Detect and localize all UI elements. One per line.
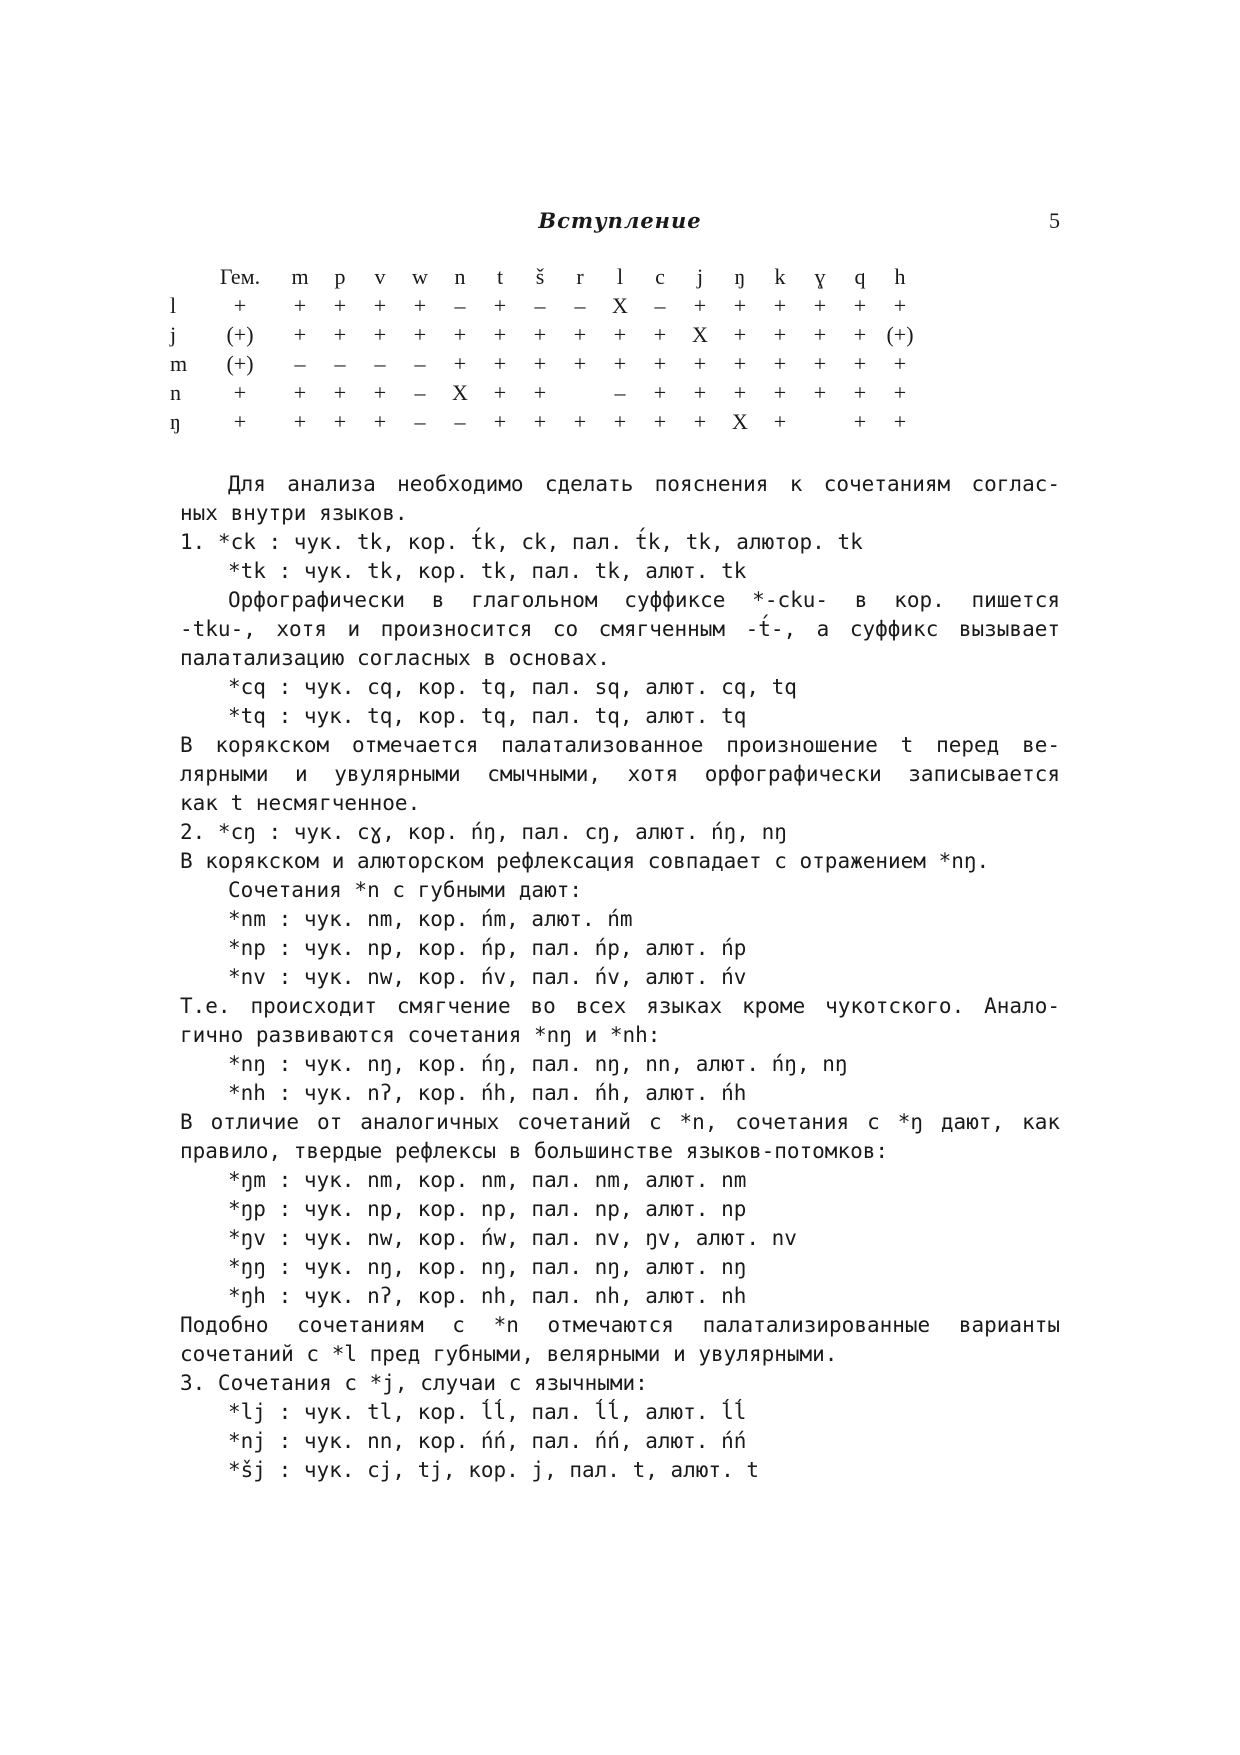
column-header: j: [696, 263, 704, 289]
table-cell: –: [614, 379, 626, 405]
table-cell: +: [373, 321, 387, 347]
table-corner-cell: [170, 262, 200, 291]
table-cell: (+): [226, 321, 254, 347]
table-row: [170, 407, 920, 436]
text-line: В корякском отмечается палатализованное произношение t перед ве-: [180, 733, 1060, 757]
table-cell: +: [773, 379, 787, 405]
column-header: š: [535, 263, 545, 289]
table-cell: +: [233, 292, 247, 318]
table-cell: +: [893, 350, 907, 376]
table-cell: +: [773, 350, 787, 376]
text-line: *nh : чук. nʔ, кор. ńh, пал. ńh, алют. ńh: [228, 1081, 747, 1105]
column-header: v: [374, 263, 386, 289]
table-cell: +: [733, 321, 747, 347]
table-cell: (+): [886, 321, 914, 347]
table-cell: +: [813, 350, 827, 376]
table-cell: +: [733, 379, 747, 405]
table-cell: –: [414, 408, 426, 434]
table-cell: –: [294, 350, 306, 376]
table-cell: +: [373, 408, 387, 434]
table-row: [170, 291, 920, 320]
text-line: *np : чук. np, кор. ńp, пал. ńp, алют. ńp: [228, 936, 747, 960]
table-cell: +: [293, 321, 307, 347]
table-row: [170, 349, 920, 378]
table-header-row: [170, 262, 920, 291]
text-line: 3. Сочетания с *j, случаи с язычными:: [180, 1371, 648, 1395]
column-header: q: [854, 263, 866, 289]
column-header: t: [496, 263, 504, 289]
text-line: *šj : чук. cj, tj, кор. j, пал. t, алют. t: [228, 1458, 760, 1482]
table-cell: +: [893, 408, 907, 434]
table-cell: [800, 407, 840, 436]
table-cell: –: [534, 292, 546, 318]
table-cell: +: [653, 379, 667, 405]
table-cell: X: [452, 379, 468, 405]
column-header: c: [655, 263, 665, 289]
table-cell: X: [612, 292, 628, 318]
table-cell: +: [813, 321, 827, 347]
text-line: правило, твердые рефлексы в большинстве языков-потомков:: [180, 1139, 889, 1163]
table-row: [170, 378, 920, 407]
text-line: *ŋp : чук. np, кор. np, пал. np, алют. np: [228, 1197, 747, 1221]
table-cell: +: [493, 321, 507, 347]
table-cell: +: [613, 408, 627, 434]
text-line: гично развиваются сочетания *nŋ и *nh:: [180, 1023, 661, 1047]
table-cell: –: [574, 292, 586, 318]
text-line: В корякском и алюторском рефлексация совпадает с отражением *nŋ.: [180, 849, 990, 873]
table-cell: +: [653, 321, 667, 347]
table-cell: –: [454, 408, 466, 434]
table-cell: +: [813, 292, 827, 318]
table-cell: –: [414, 379, 426, 405]
table-cell: +: [853, 321, 867, 347]
text-line: *tq : чук. tq, кор. tq, пал. tq, алют. tq: [228, 704, 747, 728]
column-header: k: [774, 263, 786, 289]
chapter-title: Вступление: [538, 208, 702, 233]
text-line: *cq : чук. cq, кор. tq, пал. sq, алют. cq, tq: [228, 675, 797, 699]
table-cell: +: [533, 379, 547, 405]
table-cell: –: [414, 350, 426, 376]
table-cell: +: [333, 408, 347, 434]
table-cell: +: [853, 379, 867, 405]
table-cell: +: [533, 350, 547, 376]
table-cell: +: [453, 321, 467, 347]
table-cell: +: [293, 292, 307, 318]
text-line: *ŋh : чук. nʔ, кор. nh, пал. nh, алют. nh: [228, 1284, 747, 1308]
column-header: m: [291, 263, 309, 289]
table-cell: +: [893, 292, 907, 318]
text-line: *ŋŋ : чук. nŋ, кор. nŋ, пал. nŋ, алют. nŋ: [228, 1255, 747, 1279]
table-cell: +: [233, 379, 247, 405]
text-line: *lj : чук. tl, кор. ĺĺ, пал. ĺĺ, алют. ĺĺ: [228, 1400, 747, 1424]
text-line: *nm : чук. nm, кор. ńm, алют. ńm: [228, 907, 633, 931]
table-cell: +: [413, 292, 427, 318]
text-line: Подобно сочетаниям с *n отмечаются палатализированные варианты: [180, 1313, 1060, 1337]
column-header: ŋ: [734, 263, 746, 289]
text-line: 1. *ck : чук. tk, кор. t́k, ck, пал. t́k, tk, алютор. tk: [180, 530, 863, 554]
table-cell: +: [693, 408, 707, 434]
text-line: *ŋv : чук. nw, кор. ńw, пал. nv, ŋv, алют. nv: [228, 1226, 797, 1250]
table-cell: X: [732, 408, 748, 434]
text-line: *nv : чук. nw, кор. ńv, пал. ńv, алют. ńv: [228, 965, 747, 989]
text-line: *nŋ : чук. nŋ, кор. ńŋ, пал. nŋ, nn, алют. ńŋ, nŋ: [228, 1052, 848, 1076]
table-cell: +: [853, 292, 867, 318]
table-cell: +: [373, 292, 387, 318]
table-cell: +: [493, 379, 507, 405]
table-cell: +: [613, 350, 627, 376]
column-header: ɣ: [814, 263, 826, 289]
table-cell: +: [573, 321, 587, 347]
table-cell: +: [853, 408, 867, 434]
table-cell: +: [733, 292, 747, 318]
text-line: В отличие от аналогичных сочетаний с *n, сочетания с *ŋ дают, как: [180, 1110, 1060, 1134]
text-line: как t несмягченное.: [180, 791, 421, 815]
text-line: *tk : чук. tk, кор. tk, пал. tk, алют. tk: [228, 559, 747, 583]
table-cell: +: [413, 321, 427, 347]
column-header: r: [576, 263, 584, 289]
table-cell: –: [654, 292, 666, 318]
consonant-combination-table: [170, 262, 920, 436]
text-line: лярными и увулярными смычными, хотя орфографически записывается: [180, 762, 1060, 786]
row-label: m: [170, 350, 188, 376]
body-text: [180, 470, 1060, 1485]
table-cell: +: [893, 379, 907, 405]
column-header: h: [894, 263, 906, 289]
column-header: w: [412, 263, 428, 289]
table-row: [170, 320, 920, 349]
table-cell: +: [693, 379, 707, 405]
table-cell: +: [613, 321, 627, 347]
page-header: [180, 208, 1060, 238]
table-cell: X: [692, 321, 708, 347]
table-cell: +: [853, 350, 867, 376]
row-label: l: [170, 292, 177, 318]
table-cell: –: [374, 350, 386, 376]
text-line: палатализацию согласных в основах.: [180, 646, 610, 670]
column-header: l: [616, 263, 624, 289]
table-cell: +: [293, 408, 307, 434]
table-cell: +: [333, 321, 347, 347]
table-cell: +: [533, 321, 547, 347]
table-cell: +: [693, 350, 707, 376]
table-cell: +: [813, 379, 827, 405]
table-cell: (+): [226, 350, 254, 376]
table-cell: +: [333, 292, 347, 318]
column-header: p: [334, 263, 346, 289]
text-line: сочетаний с *l пред губными, велярными и увулярными.: [180, 1342, 838, 1366]
row-label: j: [170, 321, 177, 347]
text-line: 2. *cŋ : чук. cɣ, кор. ńŋ, пал. cŋ, алют. ńŋ, nŋ: [180, 820, 787, 844]
row-label: n: [170, 379, 181, 405]
table-cell: +: [453, 350, 467, 376]
table-cell: –: [334, 350, 346, 376]
table-cell: +: [373, 379, 387, 405]
text-line: ных внутри языков.: [180, 501, 408, 525]
row-label: ŋ: [170, 408, 181, 434]
column-header: Гем.: [219, 263, 261, 289]
table-cell: +: [773, 321, 787, 347]
table-cell: +: [333, 379, 347, 405]
text-line: -tku-, хотя и произносится со смягченным -t́-, а суффикс вызывает: [180, 617, 1060, 641]
text-line: *ŋm : чук. nm, кор. nm, пал. nm, алют. nm: [228, 1168, 747, 1192]
text-line: Для анализа необходимо сделать пояснения к сочетаниям соглас-: [228, 472, 1060, 496]
table-cell: [560, 378, 600, 407]
table-cell: +: [573, 350, 587, 376]
table-cell: +: [573, 408, 587, 434]
table-cell: –: [454, 292, 466, 318]
table-cell: +: [693, 292, 707, 318]
table-cell: +: [653, 408, 667, 434]
column-header: n: [454, 263, 466, 289]
table-cell: +: [653, 350, 667, 376]
text-line: Т.е. происходит смягчение во всех языках кроме чукотского. Анало-: [180, 994, 1060, 1018]
text-line: Сочетания *n с губными дают:: [228, 878, 583, 902]
table-cell: +: [773, 408, 787, 434]
text-line: *nj : чук. nn, кор. ńń, пал. ńń, алют. ńń: [228, 1429, 747, 1453]
table-cell: +: [493, 292, 507, 318]
table-cell: +: [233, 408, 247, 434]
page-number: 5: [1049, 208, 1060, 233]
text-line: Орфографически в глагольном суффиксе *-cku- в кор. пишется: [228, 588, 1060, 612]
table-cell: +: [733, 350, 747, 376]
table-cell: +: [533, 408, 547, 434]
table-cell: +: [773, 292, 787, 318]
table-cell: +: [293, 379, 307, 405]
table-cell: +: [493, 350, 507, 376]
table-cell: +: [493, 408, 507, 434]
